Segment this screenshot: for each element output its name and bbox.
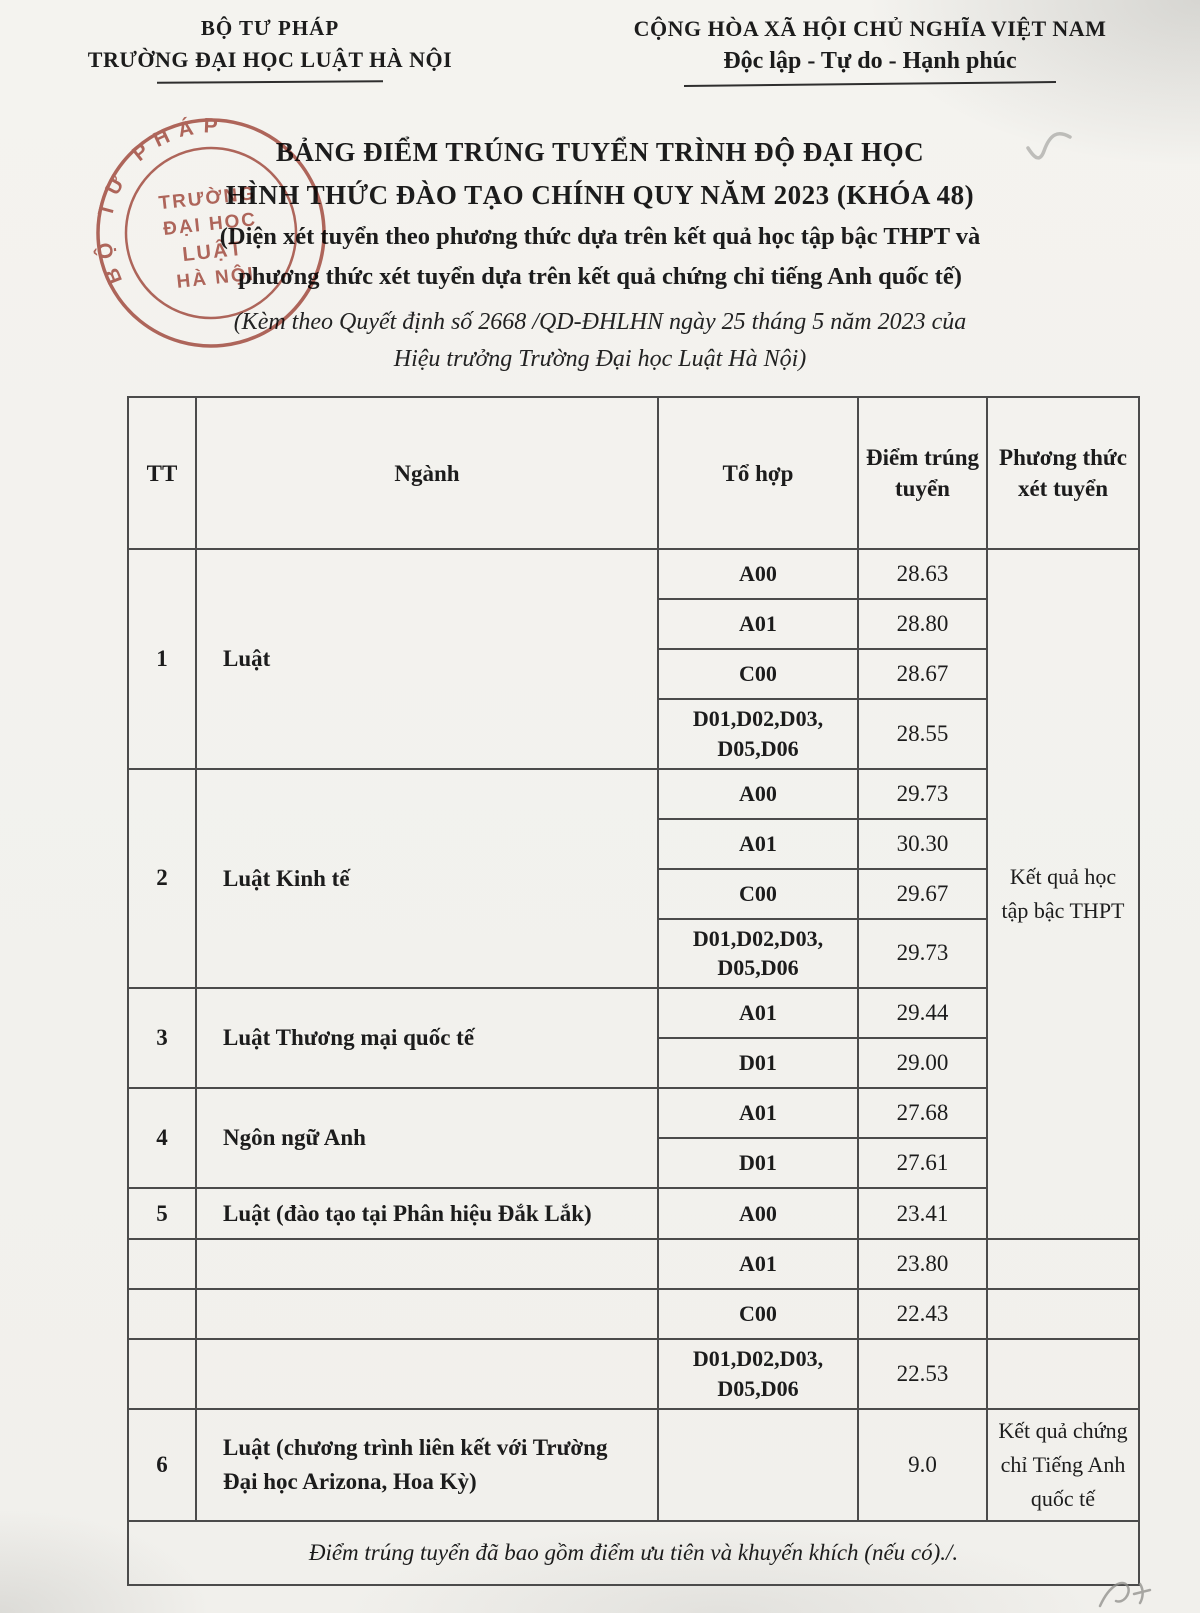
table-row bbox=[128, 549, 1139, 599]
cell-diem: 27.61 bbox=[858, 1138, 987, 1188]
cell-tohop: C00 bbox=[658, 649, 858, 699]
cell-diem: 29.73 bbox=[858, 919, 987, 988]
cell-diem: 23.41 bbox=[858, 1188, 987, 1239]
title-line-2: HÌNH THỨC ĐÀO TẠO CHÍNH QUY NĂM 2023 (KHÓA 48) bbox=[225, 180, 975, 211]
cell-tt: 2 bbox=[128, 769, 196, 988]
cell-tohop: A01 bbox=[658, 819, 858, 869]
cell-tohop: A00 bbox=[658, 1188, 858, 1239]
cell-diem: 29.00 bbox=[858, 1038, 987, 1088]
cell-tt bbox=[128, 1289, 196, 1339]
cell-method bbox=[987, 1339, 1139, 1408]
cell-method bbox=[987, 1289, 1139, 1339]
cell-diem: 29.44 bbox=[858, 988, 987, 1038]
cell-diem: 29.73 bbox=[858, 769, 987, 819]
cell-tohop: A01 bbox=[658, 988, 858, 1038]
title-line-1: BẢNG ĐIỂM TRÚNG TUYỂN TRÌNH ĐỘ ĐẠI HỌC bbox=[275, 137, 925, 167]
cell-nganh: Luật (chương trình liên kết với Trường Đại học Arizona, Hoa Kỳ) bbox=[196, 1409, 658, 1521]
cell-diem: 23.80 bbox=[858, 1239, 987, 1289]
title-line-3: (Diện xét tuyển theo phương thức dựa trên kết quả học tập bậc THPT và bbox=[219, 223, 981, 251]
decree-reference bbox=[0, 304, 1200, 378]
table-row bbox=[128, 1339, 1139, 1408]
cell-diem: 28.55 bbox=[858, 699, 987, 768]
cell-tt bbox=[128, 1339, 196, 1408]
cell-tohop: D01,D02,D03, D05,D06 bbox=[658, 699, 858, 768]
cell-diem: 9.0 bbox=[858, 1409, 987, 1521]
national-motto-block bbox=[540, 16, 1200, 85]
stamp-text-line3: LUẬT bbox=[181, 237, 245, 267]
table-footnote-row bbox=[128, 1521, 1139, 1585]
cell-tohop: D01,D02,D03, D05,D06 bbox=[658, 1339, 858, 1408]
cell-diem: 28.63 bbox=[858, 549, 987, 599]
header-left-rule bbox=[157, 80, 383, 84]
cell-tt: 4 bbox=[128, 1088, 196, 1188]
cell-diem: 28.67 bbox=[858, 649, 987, 699]
cell-tt: 5 bbox=[128, 1188, 196, 1239]
issuing-agency-block bbox=[0, 16, 540, 85]
document-title bbox=[0, 131, 1200, 296]
cell-nganh bbox=[196, 1289, 658, 1339]
cell-tt: 3 bbox=[128, 988, 196, 1088]
cell-nganh: Luật Thương mại quốc tế bbox=[196, 988, 658, 1088]
cell-tt: 1 bbox=[128, 549, 196, 768]
title-line-4: phương thức xét tuyển dựa trên kết quả chứng chỉ tiếng Anh quốc tế) bbox=[238, 262, 962, 290]
cell-method bbox=[987, 1239, 1139, 1289]
cell-tohop: C00 bbox=[658, 869, 858, 919]
cell-tohop: A00 bbox=[658, 769, 858, 819]
cell-diem: 28.80 bbox=[858, 599, 987, 649]
cell-nganh: Ngôn ngữ Anh bbox=[196, 1088, 658, 1188]
cell-tohop: A01 bbox=[658, 1088, 858, 1138]
cell-diem: 22.53 bbox=[858, 1339, 987, 1408]
national-motto: Độc lập - Tự do - Hạnh phúc bbox=[723, 48, 1017, 74]
cell-tt: 6 bbox=[128, 1409, 196, 1521]
stamp-text-line2: ĐẠI HỌC bbox=[162, 209, 259, 240]
decree-line-1: (Kèm theo Quyết định số 2668 /QD-ĐHLHN ngày 25 tháng 5 năm 2023 của bbox=[233, 308, 967, 335]
table-row bbox=[128, 1409, 1139, 1521]
cell-tohop: A00 bbox=[658, 549, 858, 599]
stamp-text-line4: HÀ NỘI bbox=[175, 263, 256, 293]
header-right-rule bbox=[684, 81, 1056, 87]
footnote-text: Điểm trúng tuyển đã bao gồm điểm ưu tiên và khuyến khích (nếu có)./. bbox=[128, 1521, 1139, 1585]
cell-tohop: A01 bbox=[658, 1239, 858, 1289]
cell-tohop: D01 bbox=[658, 1038, 858, 1088]
cell-diem: 29.67 bbox=[858, 869, 987, 919]
cell-method-thpt: Kết quả học tập bậc THPT bbox=[987, 549, 1139, 1239]
cell-tohop: A01 bbox=[658, 599, 858, 649]
stamp-text-line1: TRƯỜNG bbox=[157, 183, 258, 215]
cell-method-english: Kết quả chứng chỉ Tiếng Anh quốc tế bbox=[987, 1409, 1139, 1521]
cell-nganh: Luật (đào tạo tại Phân hiệu Đắk Lắk) bbox=[196, 1188, 658, 1239]
cell-diem: 22.43 bbox=[858, 1289, 987, 1339]
col-header-diem: Điểm trúng tuyển bbox=[858, 397, 987, 549]
cell-tohop: C00 bbox=[658, 1289, 858, 1339]
col-header-method: Phương thức xét tuyển bbox=[987, 397, 1139, 549]
national-title: CỘNG HÒA XÃ HỘI CHỦ NGHĨA VIỆT NAM bbox=[633, 16, 1107, 41]
admission-score-table bbox=[127, 396, 1140, 1586]
ministry-name: BỘ TƯ PHÁP bbox=[200, 16, 340, 40]
col-header-nganh: Ngành bbox=[196, 397, 658, 549]
col-header-tohop: Tổ hợp bbox=[658, 397, 858, 549]
cell-tohop: D01 bbox=[658, 1138, 858, 1188]
document-header bbox=[0, 0, 1200, 85]
cell-nganh: Luật bbox=[196, 549, 658, 768]
cell-nganh: Luật Kinh tế bbox=[196, 769, 658, 988]
cell-nganh bbox=[196, 1339, 658, 1408]
table-header-row bbox=[128, 397, 1139, 549]
cell-diem: 30.30 bbox=[858, 819, 987, 869]
cell-nganh bbox=[196, 1239, 658, 1289]
table-row bbox=[128, 1239, 1139, 1289]
col-header-tt: TT bbox=[128, 397, 196, 549]
cell-tohop: D01,D02,D03, D05,D06 bbox=[658, 919, 858, 988]
cell-tt bbox=[128, 1239, 196, 1289]
university-name: TRƯỜNG ĐẠI HỌC LUẬT HÀ NỘI bbox=[87, 47, 453, 72]
cell-tohop bbox=[658, 1409, 858, 1521]
decree-line-2: Hiệu trưởng Trường Đại học Luật Hà Nội) bbox=[393, 345, 807, 372]
cell-diem: 27.68 bbox=[858, 1088, 987, 1138]
table-row bbox=[128, 1289, 1139, 1339]
stamp-ring-text: BỘ TƯ PHÁP bbox=[92, 114, 228, 288]
